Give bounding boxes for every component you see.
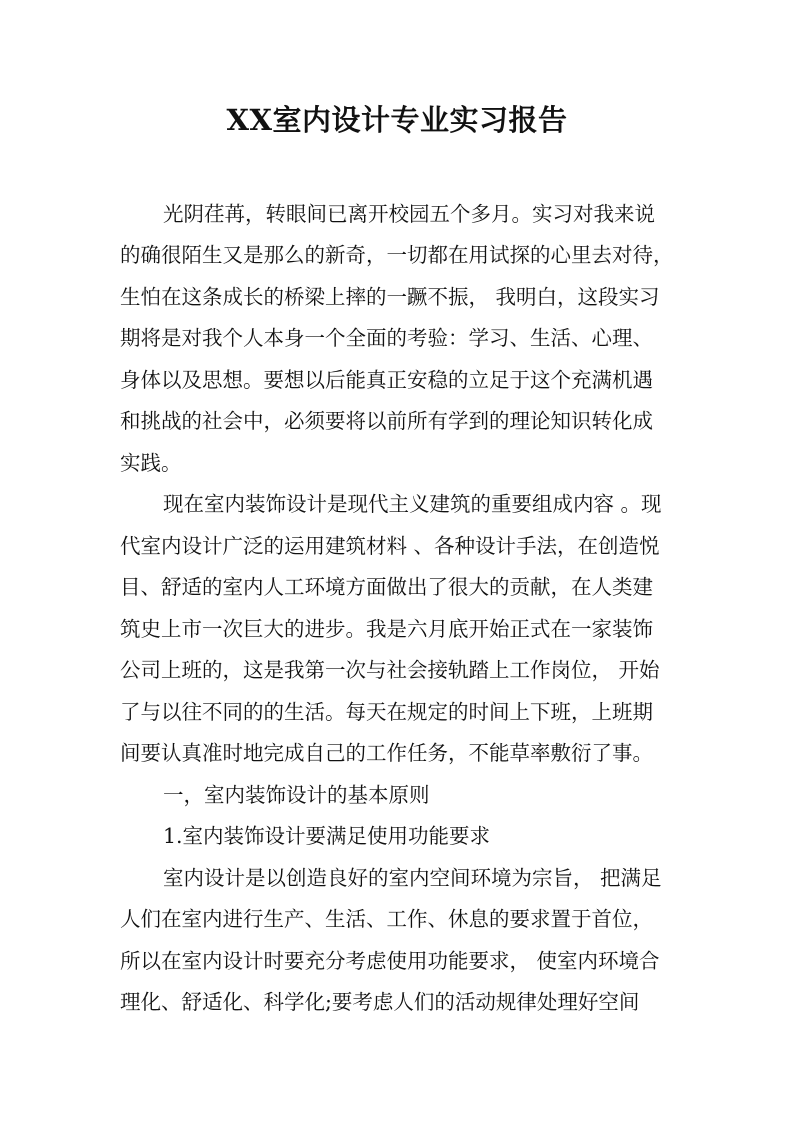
paragraph-line: 间要认真准时地完成自己的工作任务，不能草率敷衍了事。 <box>120 741 653 765</box>
paragraph-line: 实践。 <box>120 451 182 475</box>
paragraph-line: 和挑战的社会中，必须要将以前所有学到的理论知识转化成 <box>120 409 653 433</box>
paragraph-line: 了与以往不同的的生活。每天在规定的时间上下班，上班期 <box>120 700 653 724</box>
section-heading: 一，室内装饰设计的基本原则 <box>163 783 430 807</box>
paragraph-line: 代室内设计广泛的运用建筑材料 、各种设计手法，在创造悦 <box>120 534 660 558</box>
paragraph-line: 光阴荏苒，转眼间已离开校园五个多月。实习对我来说 <box>163 202 655 226</box>
paragraph-line: 理化、舒适化、科学化;要考虑人们的活动规律处理好空间 <box>120 990 640 1014</box>
document-title: XX室内设计专业实习报告 <box>226 103 568 137</box>
paragraph-line: 人们在室内进行生产、生活、工作、休息的要求置于首位， <box>120 907 653 931</box>
paragraph-line: 期将是对我个人本身一个全面的考验：学习、生活、心理、 <box>120 326 653 350</box>
paragraph-line: 室内设计是以创造良好的室内空间环境为宗旨， 把满足 <box>163 866 662 890</box>
subsection-heading: 1.室内装饰设计要满足使用功能要求 <box>163 824 491 848</box>
paragraph-line: 身体以及思想。要想以后能真正安稳的立足于这个充满机遇 <box>120 368 653 392</box>
paragraph-line: 现在室内装饰设计是现代主义建筑的重要组成内容 。现 <box>163 492 662 516</box>
paragraph-line: 的确很陌生又是那么的新奇，一切都在用试探的心里去对待， <box>120 243 674 267</box>
paragraph-line: 筑史上市一次巨大的进步。我是六月底开始正式在一家装饰 <box>120 617 653 641</box>
paragraph-line: 公司上班的，这是我第一次与社会接轨踏上工作岗位， 开始 <box>120 658 660 682</box>
paragraph-line: 所以在室内设计时要充分考虑使用功能要求， 使室内环境合 <box>120 949 660 973</box>
paragraph-line: 生怕在这条成长的桥梁上摔的一蹶不振， 我明白，这段实习 <box>120 285 660 309</box>
paragraph-line: 目、舒适的室内人工环境方面做出了很大的贡献，在人类建 <box>120 575 653 599</box>
